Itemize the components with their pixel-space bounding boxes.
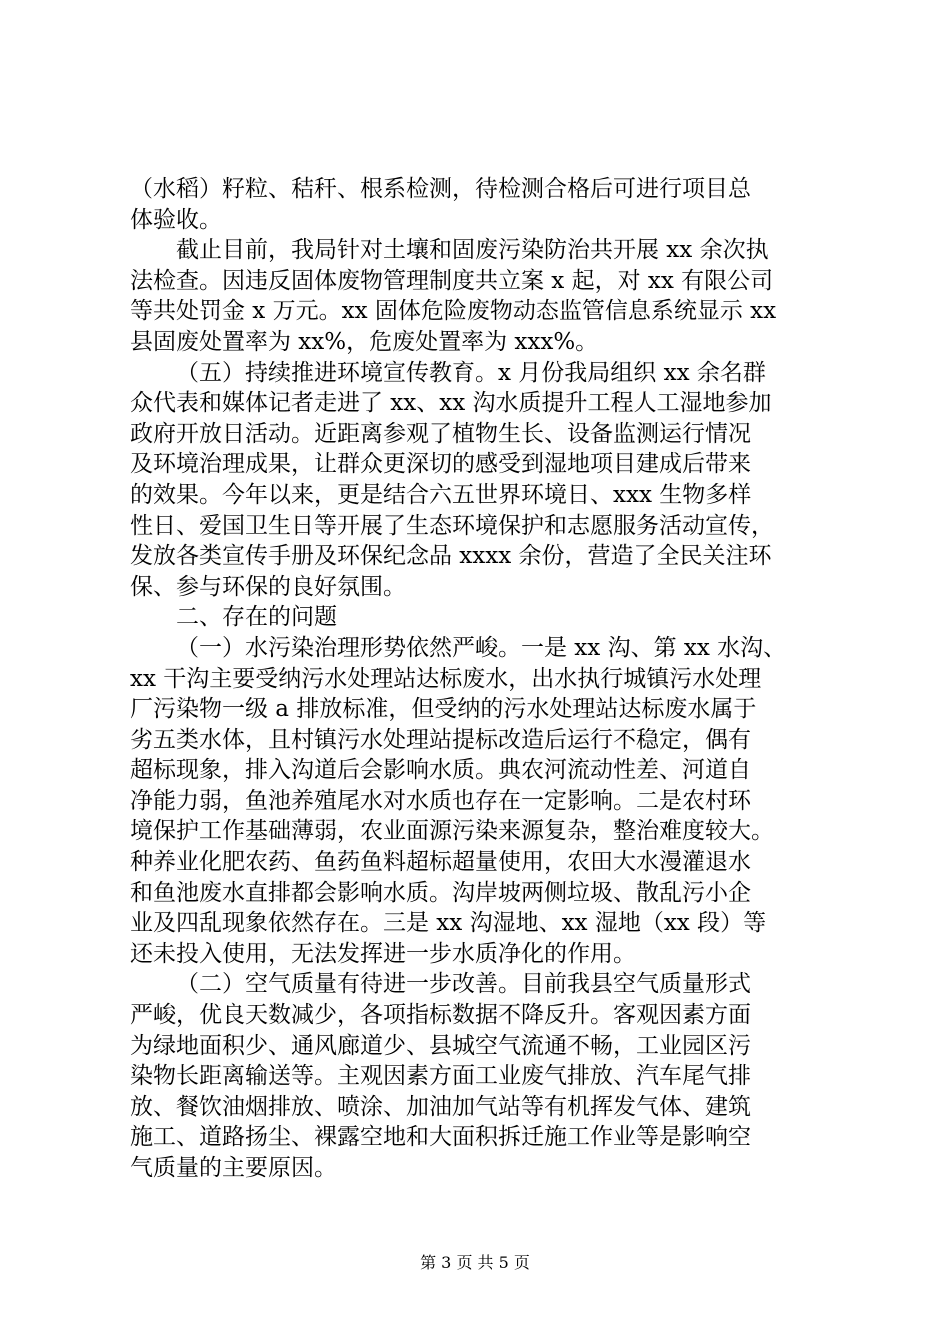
text-line: 施工、道路扬尘、裸露空地和大面积拆迁施工作业等是影响空 [130,1124,751,1151]
text-line: 和鱼池废水直排都会影响水质。沟岸坡两侧垃圾、散乱污小企 [130,879,751,906]
text-line: 染物长距离输送等。主观因素方面工业废气排放、汽车尾气排 [130,1063,751,1090]
text-line: 业及四乱现象依然存在。三是 xx 沟湿地、xx 湿地（xx 段）等 [130,910,767,937]
text-line: 众代表和媒体记者走进了 xx、xx 沟水质提升工程人工湿地参加 [130,390,772,417]
section-heading-line: （一）水污染治理形势依然严峻。一是 xx 沟、第 xx 水沟、 [176,634,787,661]
section-heading-line: （二）空气质量有待进一步改善。目前我县空气质量形式 [176,971,751,998]
text-line: 种养业化肥农药、鱼药鱼料超标超量使用，农田大水漫灌退水 [130,849,751,876]
text-line: 超标现象，排入沟道后会影响水质。典农河流动性差、河道自 [130,757,751,784]
text-line: 及环境治理成果，让群众更深切的感受到湿地项目建成后带来 [130,451,751,478]
text-line: 境保护工作基础薄弱，农业面源污染来源复杂，整治难度较大。 [130,818,774,845]
text-line: 还未投入使用，无法发挥进一步水质净化的作用。 [130,940,636,967]
text-line: 发放各类宣传手册及环保纪念品 xxxx 余份，营造了全民关注环 [130,543,772,570]
text-line: （水稻）籽粒、秸秆、根系检测，待检测合格后可进行项目总 [130,176,751,202]
text-line: 等共处罚金 x 万元。xx 固体危险废物动态监管信息系统显示 xx [130,298,777,325]
text-line: 的效果。今年以来，更是结合六五世界环境日、xxx 生物多样 [130,481,752,508]
text-line: 为绿地面积少、通风廊道少、县城空气流通不畅，工业园区污 [130,1032,751,1059]
text-line: 政府开放日活动。近距离参观了植物生长、设备监测运行情况 [130,420,751,447]
document-body [130,174,830,1184]
text-line: 气质量的主要原因。 [130,1155,337,1181]
section-heading-line: （五）持续推进环境宣传教育。x 月份我局组织 xx 余名群 [176,359,766,386]
text-line: 保、参与环保的良好氛围。 [130,573,406,600]
text-line: 体验收。 [130,206,222,233]
text-line: 放、餐饮油烟排放、喷涂、加油加气站等有机挥发气体、建筑 [130,1093,751,1120]
text-line: 劣五类水体，且村镇污水处理站提标改造后运行不稳定，偶有 [130,726,751,753]
text-line: 性日、爱国卫生日等开展了生态环境保护和志愿服务活动宣传， [130,512,774,539]
page-number-footer: 第 3 页 共 5 页 [420,1253,530,1272]
text-line: 厂污染物一级 a 排放标准，但受纳的污水处理站达标废水属于 [130,696,757,723]
paragraph-start-line: 截止目前，我局针对土壤和固废污染防治共开展 xx 余次执 [176,237,769,264]
text-line: xx 干沟主要受纳污水处理站达标废水，出水执行城镇污水处理 [130,665,762,692]
text-line: 净能力弱，鱼池养殖尾水对水质也存在一定影响。二是农村环 [130,787,751,814]
text-line: 县固废处置率为 xx%，危废处置率为 xxx%。 [130,328,599,355]
text-line: 法检查。因违反固体废物管理制度共立案 x 起，对 xx 有限公司 [130,267,774,294]
chapter-heading-line: 二、存在的问题 [176,604,337,631]
text-line: 严峻，优良天数减少，各项指标数据不降反升。客观因素方面 [130,1002,751,1029]
